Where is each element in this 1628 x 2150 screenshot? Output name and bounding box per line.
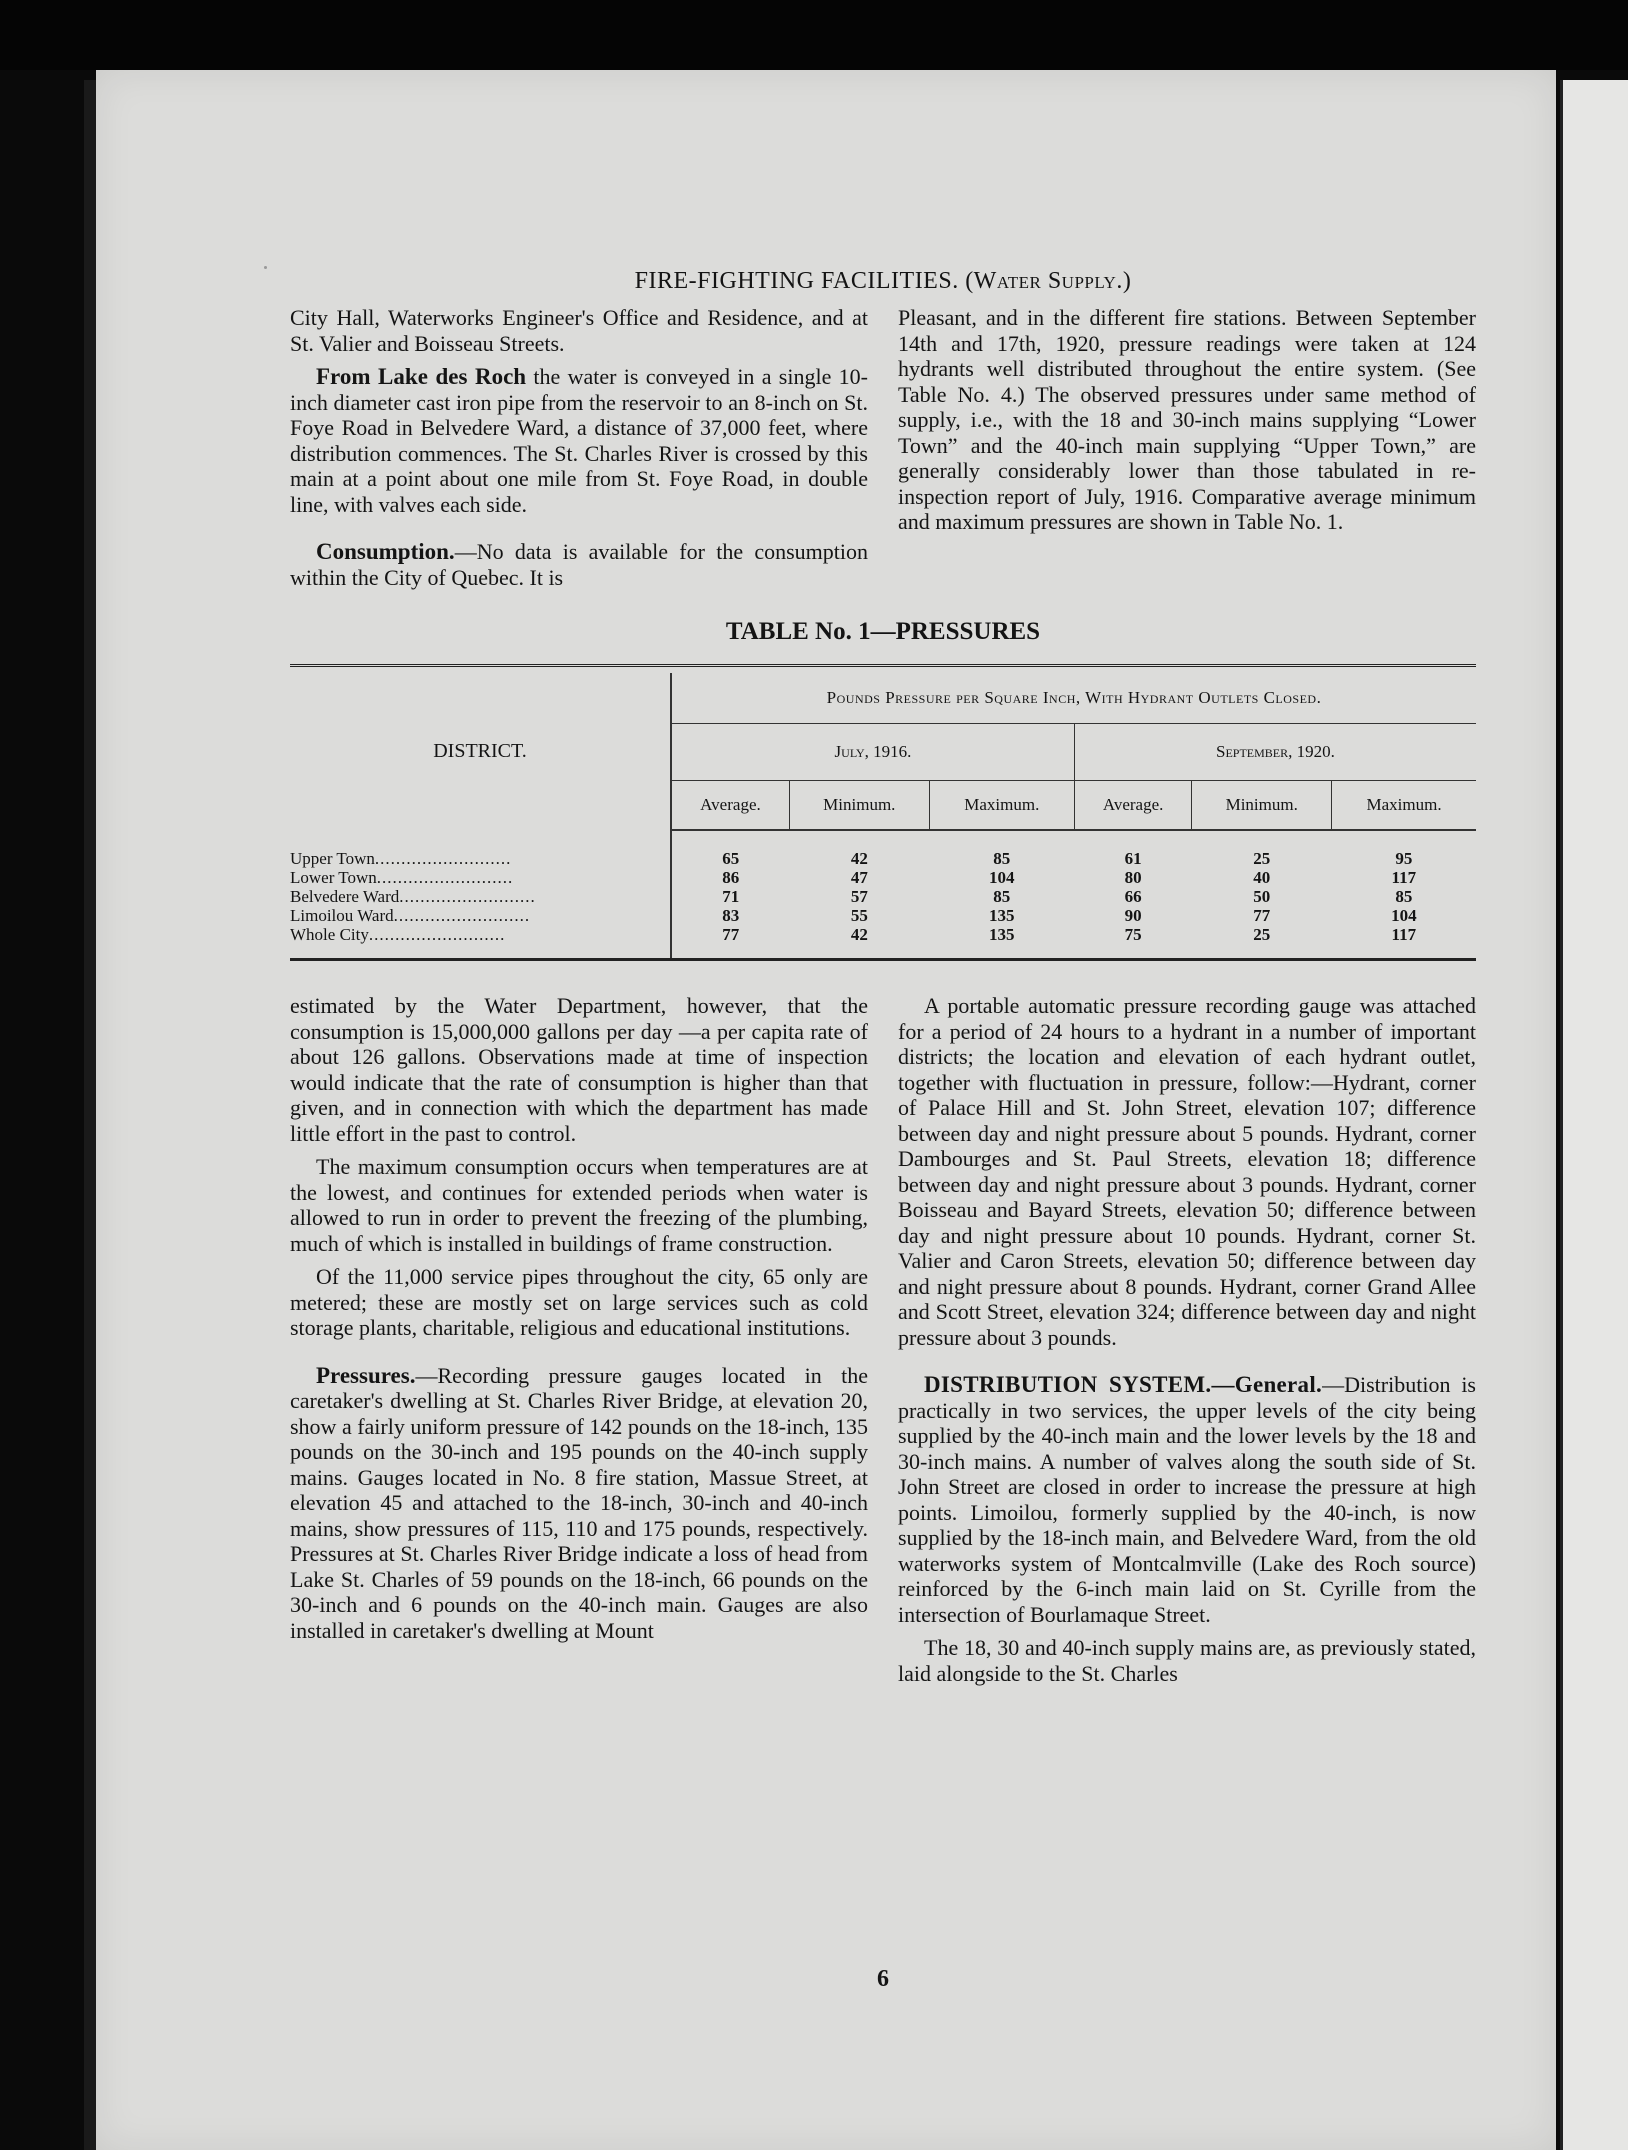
value-cell: 40 [1253,868,1271,887]
table-title: TABLE No. 1—PRESSURES [725,618,1041,645]
paragraph [290,1363,868,1644]
page-content [290,268,1476,1992]
value-cell: 104 [1391,906,1417,925]
paragraph: estimated by the Water Department, however, that the consumption is 15,000,000 gallons per day —a per capita rate of about 126 gallons. Observations made at time of inspection would indicate that the rate of consumption is higher than that given, and in connection with which the department has made little effort in the past to control. [290,993,868,1146]
value-cell: 25 [1192,925,1332,960]
page-number: 6 [877,1966,889,1992]
value-cell: 85 [993,849,1011,868]
table-row [290,868,1476,887]
upper-columns [290,305,1476,590]
lower-right-column [898,993,1476,1686]
value-cell: 90 [1124,906,1142,925]
upper-right-column [898,305,1476,590]
adjacent-page-edge [1560,80,1628,2150]
value-cell: 77 [1253,906,1271,925]
paragraph: Of the 11,000 service pipes throughout the city, 65 only are metered; these are mostly set on large services such as cold storage plants, charitable, religious and educational institutions. [290,1264,868,1340]
value-cell: 47 [850,868,868,887]
paragraph [290,364,868,517]
table-row [290,925,1476,960]
value-cell: 117 [1391,868,1417,887]
run-in-heading: From Lake des Roch [316,364,527,389]
value-cell: 61 [1124,849,1142,868]
run-in-heading: DISTRIBUTION SYSTEM.—General. [924,1372,1323,1397]
running-head [290,268,1476,295]
running-head-sub: (Water Supply.) [965,268,1132,294]
value-cell: 66 [1124,887,1142,906]
district-cell: Limoilou Ward.......................... [290,906,671,925]
lower-columns [290,993,1476,1686]
district-cell: Lower Town.......................... [290,868,671,887]
paragraph [290,539,868,590]
col-average: Average. [1074,781,1191,831]
value-cell: 95 [1395,849,1413,868]
paragraph: Pleasant, and in the different fire stations. Between September 14th and 17th, 1920, pressure readings were taken at 124 hydrants well distributed throughout the entire system. (See Table No. 4.) The observed pressures under same method of supply, i.e., with the 18 and 30-inch mains supplying “Lower Town” and the 40-inch main supplying “Upper Town,” are generally considerably lower than those tabulated in re-inspection report of July, 1916. Comparative average minimum and maximum pressures are shown in Table No. 1. [898,305,1476,534]
paragraph: A portable automatic pressure recording gauge was attached for a period of 24 hours to a hydrant in a number of important districts; the location and elevation of each hydrant outlet, together with fluctuation in pressure, follow:—Hydrant, corner of Palace Hill and St. John Street, elevation 107; difference between day and night pressure about 5 pounds. Hydrant, corner Dambourges and St. Paul Streets, elevation 18; difference between day and night pressure about 3 pounds. Hydrant, corner Boisseau and Bayard Streets, elevation 50; difference between day and night pressure about 10 pounds. Hydrant, corner St. Valier and Caron Streets, elevation 50; difference between day and night pressure about 8 pounds. Hydrant, corner Grand Allee and Scott Street, elevation 324; difference between day and night pressure about 3 pounds. [898,993,1476,1350]
col-average: Average. [671,781,789,831]
col-maximum: Maximum. [1332,781,1476,831]
col-minimum: Minimum. [789,781,929,831]
paragraph-text: —Recording pressure gauges located in the caretaker's dwelling at St. Charles River Bridge, at elevation 20, show a fairly uniform pressure of 142 pounds on the 18-inch, 135 pounds on the 30-inch and 195 pounds on the 40-inch supply mains. Gauges located in No. 8 fire station, Massue Street, at elevation 45 and attached to the 18-inch, 30-inch and 40-inch mains, show pressures of 115, 110 and 175 pounds, respectively. Pressures at St. Charles River Bridge indicate a loss of head from Lake St. Charles of 59 pounds on the 18-inch, 66 pounds on the 30-inch and 6 pounds on the 40-inch main. Gauges are also installed in caretaker's dwelling at Mount [290,1362,869,1643]
value-cell: 75 [1074,925,1191,960]
table-row [290,887,1476,906]
period-header-1920: September, 1920. [1074,724,1476,781]
value-cell: 117 [1332,925,1476,960]
value-cell: 57 [850,887,868,906]
col-minimum: Minimum. [1192,781,1332,831]
district-column-header: DISTRICT. [290,673,671,830]
paragraph-text: —Distribution is practically in two services, the upper levels of the city being supplied by the 40-inch main and the lower levels by the 18 and 30-inch mains. A number of valves along the south side of St. John Street are closed in order to increase the pressure at high points. Limoilou, formerly supplied by the 40-inch, is now supplied by the 18-inch main, and Belvedere Ward, from the old waterworks system of Montcalmville (Lake des Roch source) reinforced by the 6-inch main laid on St. Cyrille from the intersection of Bourlamaque Street. [898,1372,1476,1627]
scan-border [0,0,1628,70]
value-cell: 42 [850,849,868,868]
run-in-heading: Pressures. [316,1362,416,1388]
table-row [290,906,1476,925]
paragraph-text: —No data is available for the consumption within the City of Quebec. It is [290,539,868,590]
value-cell: 65 [722,849,740,868]
value-cell: 83 [722,906,740,925]
paragraph [898,1372,1476,1627]
period-header-1916: July, 1916. [671,724,1074,781]
paragraph: The 18, 30 and 40-inch supply mains are, as previously stated, laid alongside to the St. Charles [898,1635,1476,1686]
table-top-rule [290,666,1476,674]
value-cell: 80 [1124,868,1142,887]
run-in-heading: Consumption. [316,539,455,564]
value-cell: 25 [1253,849,1271,868]
value-cell: 77 [671,925,789,960]
pressures-table [290,664,1476,961]
value-cell: 55 [850,906,868,925]
value-cell: 86 [722,868,740,887]
table-header-row [290,673,1476,724]
table-row [290,830,1476,868]
value-cell: 71 [722,887,740,906]
district-cell: Belvedere Ward.......................... [290,887,671,906]
running-head-main: FIRE-FIGHTING FACILITIES. [634,268,959,294]
group-header: Pounds Pressure per Square Inch, With Hydrant Outlets Closed. [671,673,1476,724]
paragraph: City Hall, Waterworks Engineer's Office and Residence, and at St. Valier and Boisseau Streets. [290,305,868,356]
district-cell: Upper Town.......................... [290,830,671,868]
col-maximum: Maximum. [929,781,1074,831]
district-cell: Whole City.......................... [290,925,671,960]
dust-speck [264,266,267,269]
value-cell: 42 [789,925,929,960]
lower-left-column [290,993,868,1686]
value-cell: 50 [1253,887,1271,906]
value-cell: 135 [929,925,1074,960]
paragraph: The maximum consumption occurs when temperatures are at the lowest, and continues for extended periods when water is allowed to run in order to prevent the freezing of the plumbing, much of which is installed in buildings of frame construction. [290,1154,868,1256]
value-cell: 104 [989,868,1015,887]
value-cell: 85 [993,887,1011,906]
value-cell: 85 [1395,887,1413,906]
value-cell: 135 [989,906,1015,925]
upper-left-column [290,305,868,590]
paragraph-text: the water is conveyed in a single 10-inch diameter cast iron pipe from the reservoir to an 8-inch on St. Foye Road in Belvedere Ward, a distance of 37,000 feet, where distribution commences. The St. Charles River is crossed by this main at a point about one mile from St. Foye Road, in double line, with valves each side. [290,364,868,517]
